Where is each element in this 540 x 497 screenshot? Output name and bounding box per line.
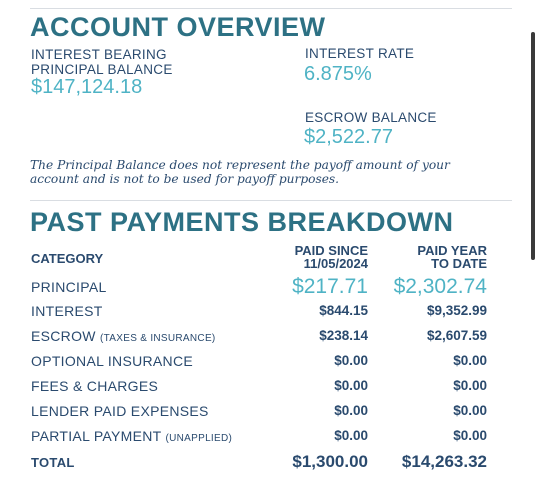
category-column-header: CATEGORY <box>31 251 104 266</box>
principal-label-line1: INTEREST BEARING <box>31 47 167 62</box>
table-row-interest <box>0 303 540 325</box>
row-label-main: ESCROW <box>31 328 96 344</box>
row-paid-since: $0.00 <box>334 353 368 368</box>
top-divider <box>30 8 512 9</box>
total-paid-ytd: $14,263.32 <box>401 452 487 471</box>
row-paid-ytd: $0.00 <box>453 378 487 393</box>
table-row-partial-payment <box>0 428 540 450</box>
table-row-total <box>0 452 540 474</box>
past-payments-title: PAST PAYMENTS BREAKDOWN <box>30 207 454 237</box>
principal-balance-note: The Principal Balance does not represent the payoff amount of your account and is not to be used for payoff purposes. <box>30 158 450 186</box>
row-label-sub: (UNAPPLIED) <box>165 433 233 444</box>
row-paid-ytd: $9,352.99 <box>426 303 487 318</box>
principal-balance-label <box>31 47 173 77</box>
row-label: OPTIONAL INSURANCE <box>31 353 194 369</box>
row-paid-since: $0.00 <box>334 428 368 443</box>
row-paid-since: $217.71 <box>292 275 368 298</box>
row-label-main: PARTIAL PAYMENT <box>31 428 162 444</box>
row-label-sub: (TAXES & INSURANCE) <box>100 333 216 344</box>
scrollbar[interactable] <box>531 32 535 260</box>
table-row-escrow <box>0 328 540 350</box>
row-paid-ytd: $0.00 <box>453 403 487 418</box>
row-paid-since: $0.00 <box>334 403 368 418</box>
row-paid-since: $844.15 <box>319 303 368 318</box>
row-paid-ytd: $0.00 <box>453 428 487 443</box>
row-label <box>31 328 216 344</box>
paid-ytd-line2: TO DATE <box>431 256 487 271</box>
row-paid-since: $0.00 <box>334 378 368 393</box>
table-row-fees-charges <box>0 378 540 400</box>
table-row-lender-paid-expenses <box>0 403 540 425</box>
row-paid-ytd: $2,302.74 <box>393 275 487 298</box>
table-row-principal <box>0 276 540 298</box>
row-label: PRINCIPAL <box>31 279 107 295</box>
section-divider <box>30 200 512 201</box>
account-overview-title: ACCOUNT OVERVIEW <box>30 12 326 42</box>
interest-rate-label: INTEREST RATE <box>305 46 415 61</box>
row-paid-since: $238.14 <box>319 328 368 343</box>
row-label: LENDER PAID EXPENSES <box>31 403 209 419</box>
table-row-optional-insurance <box>0 353 540 375</box>
paid-since-line2: 11/05/2024 <box>303 256 368 271</box>
paid-ytd-column-header <box>417 244 487 270</box>
paid-ytd-line1: PAID YEAR <box>417 243 487 258</box>
row-label: INTEREST <box>31 303 103 319</box>
row-paid-ytd: $0.00 <box>453 353 487 368</box>
paid-since-line1: PAID SINCE <box>294 243 368 258</box>
principal-label-line2: PRINCIPAL BALANCE <box>31 62 173 77</box>
escrow-balance-value: $2,522.77 <box>304 126 393 148</box>
interest-rate-value: 6.875% <box>304 63 372 85</box>
escrow-balance-label: ESCROW BALANCE <box>305 110 437 125</box>
row-label <box>31 428 232 444</box>
principal-balance-value: $147,124.18 <box>31 76 143 98</box>
row-paid-ytd: $2,607.59 <box>426 328 487 343</box>
row-label: FEES & CHARGES <box>31 378 159 394</box>
total-paid-since: $1,300.00 <box>292 452 368 471</box>
paid-since-column-header <box>295 244 368 270</box>
total-label: TOTAL <box>31 455 75 470</box>
